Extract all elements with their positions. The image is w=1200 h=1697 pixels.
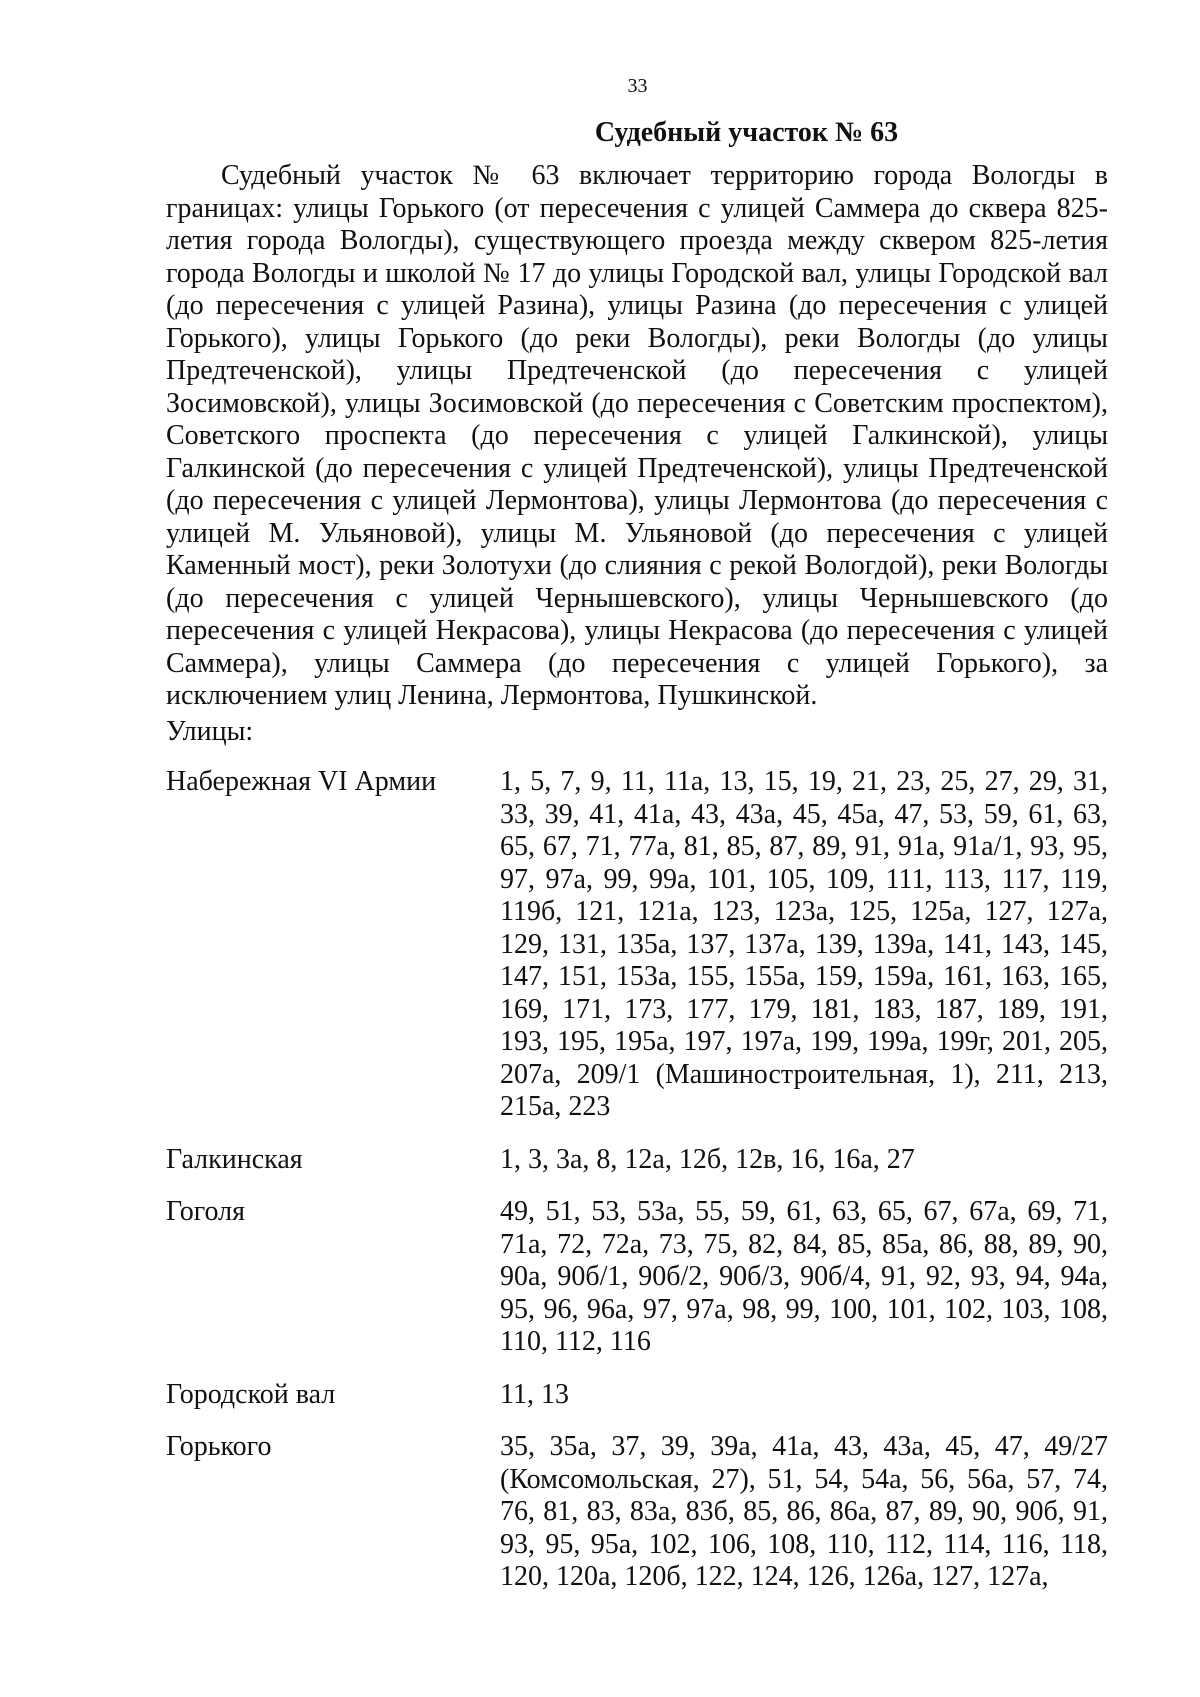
streets-list [166,766,1108,1614]
street-name: Гоголя [166,1196,245,1227]
street-houses: 49, 51, 53, 53а, 55, 59, 61, 63, 65, 67, 67а, 69, 71, 71а, 72, 72а, 73, 75, 82, 84, 85, 85а, 86, 88, 89, 90, 90а, 90б/1, 90б/2, 90б/3, 90б/4, 91, 92, 93, 94, 94а, 95, 96, 96а, 97, 97а, 98, 99, 100, 101, 102, 103, 108, 110, 112, 116 [500,1196,1108,1357]
street-row [166,1379,1108,1412]
street-houses: 1, 5, 7, 9, 11, 11а, 13, 15, 19, 21, 23, 25, 27, 29, 31, 33, 39, 41, 41а, 43, 43а, 45, 45а, 47, 53, 59, 61, 63, 65, 67, 71, 77а, 81, 85, 87, 89, 91, 91а, 91а/1, 93, 95, 97, 97а, 99, 99а, 101, 105, 109, 111, 113, 117, 119, 119б, 121, 121а, 123, 123а, 125, 125а, 127, 127а, 129, 131, 135а, 137, 137а, 139, 139а, 141, 143, 145, 147, 151, 153а, 155, 155а, 159, 159а, 161, 163, 165, 169, 171, 173, 177, 179, 181, 183, 187, 189, 191, 193, 195, 195а, 197, 197а, 199, 199а, 199г, 201, 205, 207а, 209/1 (Машиностроительная, 1), 211, 213, 215а, 223 [500,766,1108,1122]
intro-paragraph: Судебный участок № 63 включает территорию города Вологды в границах: улицы Горького (от пересечения с улицей Саммера до сквера 825-летия города Вологды), существующего проезда между сквером 825-летия города Вологды и школой № 17 до улицы Городской вал, улицы Городской вал (до пересечения с улицей Разина), улицы Разина (до пересечения с улицей Горького), улицы Горького (до реки Вологды), реки Вологды (до улицы Предтеченской), улицы Предтеченской (до пересечения с улицей Зосимовской), улицы Зосимовской (до пересечения с Советским проспектом), Советского проспекта (до пересечения с улицей Галкинской), улицы Галкинской (до пересечения с улицей Предтеченской), улицы Предтеченской (до пересечения с улицей Лермонтова), улицы Лермонтова (до пересечения с улицей М. Ульяновой), улицы М. Ульяновой (до пересечения с улицей Каменный мост), реки Золотухи (до слияния с рекой Вологдой), реки Вологды (до пересечения с улицей Чернышевского), улицы Чернышевского (до пересечения с улицей Некрасова), улицы Некрасова (до пересечения с улицей Саммера), улицы Саммера (до пересечения с улицей Горького), за исключением улиц Ленина, Лермонтова, Пушкинской. [166,160,1108,711]
street-houses: 35, 35а, 37, 39, 39а, 41а, 43, 43а, 45, 47, 49/27 (Комсомольская, 27), 51, 54, 54а, 56, 56а, 57, 74, 76, 81, 83, 83а, 83б, 85, 86, 86а, 87, 89, 90, 90б, 91, 93, 95, 95а, 102, 106, 108, 110, 112, 114, 116, 118, 120, 120а, 120б, 122, 124, 126, 126а, 127, 127а, [500,1431,1108,1592]
street-row [166,766,1108,1124]
page-title: Судебный участок № 63 [594,117,899,148]
street-name: Городской вал [166,1378,336,1410]
street-row [166,1144,1108,1177]
street-name: Галкинская [166,1143,303,1175]
page-number: 33 [627,75,648,97]
street-name: Набережная VI Армии [166,766,437,797]
street-row [166,1196,1108,1359]
street-houses: 11, 13 [500,1378,569,1410]
street-houses: 1, 3, 3а, 8, 12а, 12б, 12в, 16, 16а, 27 [500,1143,915,1175]
street-name: Горького [166,1431,272,1462]
streets-heading: Улицы: [166,716,254,747]
street-row [166,1431,1108,1594]
